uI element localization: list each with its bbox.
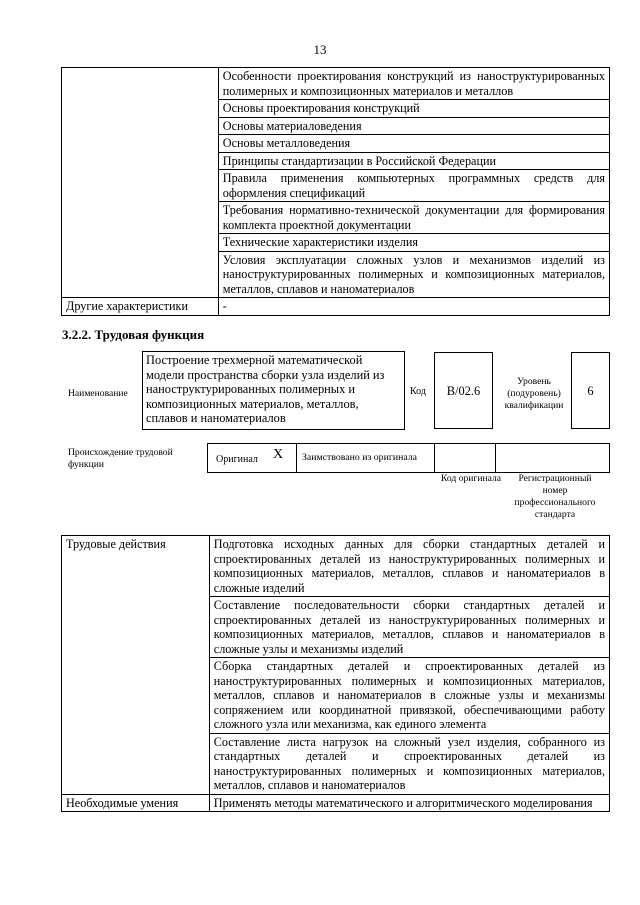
origin-label: Происхождение трудовой функции	[68, 447, 173, 470]
page-number: 13	[313, 42, 327, 57]
other-characteristics-value: -	[218, 298, 609, 316]
origin-reg-caption: Регистрационный номер профессионального стандарта	[514, 473, 596, 520]
knowledge-item: Особенности проектирования конструкций из наноструктурированных полимерных и композиционных материалов и металлов	[218, 68, 609, 100]
tasks-table	[61, 535, 610, 812]
level-value: 6	[587, 384, 594, 398]
name-label: Наименование	[68, 388, 128, 399]
table-row	[62, 794, 610, 812]
origin-code-caption: Код оригинала	[440, 473, 502, 484]
section-heading: 3.2.2. Трудовая функция	[62, 327, 205, 342]
knowledge-item: Правила применения компьютерных программных средств для оформления спецификаций	[218, 170, 609, 202]
action-item: Подготовка исходных данных для сборки стандартных деталей и спроектированных деталей из наноструктурированных полимерных и композиционных материалов, металлов, сплавов и наноматериалов в сложные изделий	[209, 536, 609, 597]
knowledge-item: Основы материаловедения	[218, 117, 609, 135]
knowledge-table	[61, 67, 610, 316]
knowledge-label-cell	[62, 68, 219, 298]
action-item: Составление листа нагрузок на сложный узел изделия, собранного из стандартных деталей и спроектированных деталей из наноструктурированных полимерных и композиционных материалов, металлов, сплавов и наноматериалов	[209, 733, 609, 794]
knowledge-item: Принципы стандартизации в Российской Федерации	[218, 152, 609, 170]
actions-label: Трудовые действия	[62, 536, 210, 795]
knowledge-item: Основы металловедения	[218, 135, 609, 153]
level-label: Уровень (подуровень) квалификации	[504, 376, 564, 411]
origin-borrowed-label: Заимствовано из оригинала	[302, 452, 417, 463]
action-item: Сборка стандартных деталей и спроектированных деталей из наноструктурированных полимерных и композиционных материалов, металлов, сплавов и наноматериалов в сложные узлы и механизмы сопряжением или координатной привязкой, обеспечивающими работу сложного узла или механизма, как единого элемента	[209, 658, 609, 734]
skills-label: Необходимые умения	[62, 794, 210, 812]
origin-original-label: Оригинал	[216, 454, 258, 465]
skill-item: Применять методы математического и алгоритмического моделирования	[209, 794, 609, 812]
name-value: Построение трехмерной математической модели пространства сборки узла изделий из наноструктурированных полимерных и композиционных материалов, металлов, сплавов и наноматериалов	[142, 351, 405, 430]
origin-mark: X	[273, 447, 284, 462]
action-item: Составление последовательности сборки стандартных деталей и спроектированных деталей из наноструктурированных полимерных и композиционных материалов, металлов, сплавов и наноматериалов в сложные узлы и механизмы изделий	[209, 597, 609, 658]
code-value: В/02.6	[446, 384, 481, 398]
origin-cell-code	[435, 444, 496, 472]
code-label: Код	[410, 386, 426, 397]
knowledge-item: Основы проектирования конструкций	[218, 100, 609, 118]
table-row	[62, 536, 610, 597]
other-characteristics-label: Другие характеристики	[62, 298, 219, 316]
knowledge-item: Технические характеристики изделия	[218, 234, 609, 252]
knowledge-item: Требования нормативно-технической документации для формирования комплекта проектной документации	[218, 202, 609, 234]
table-row	[62, 298, 610, 316]
table-row	[62, 68, 610, 100]
knowledge-item: Условия эксплуатации сложных узлов и механизмов изделий из наноструктурированных полимерных и композиционных материалов, металлов, сплавов и наноматериалов	[218, 251, 609, 298]
